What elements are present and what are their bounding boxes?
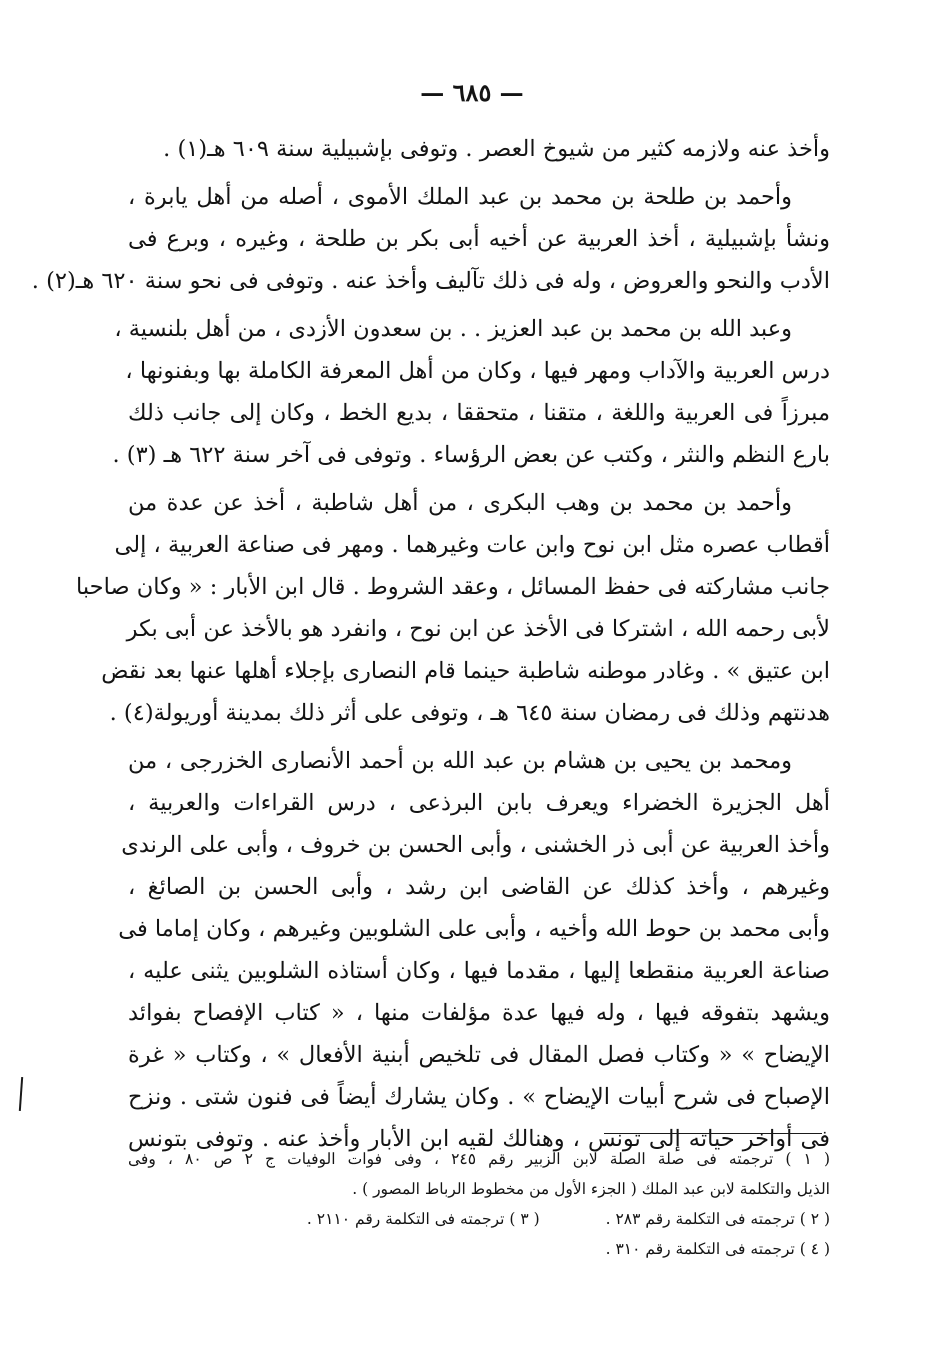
text-line: وعبد الله بن محمد بن عبد العزيز . . بن سعدون الأزدى ، من أهل بلنسية ،	[114, 316, 792, 342]
text-line: ابن عتيق » . وغادر موطنه شاطبة حينما قام النصارى بإجلاء أهلها عنها بعد نقض	[101, 658, 830, 684]
text-line: ويشهد بتفوقه فيها ، وله فيها عدة مؤلفات منها ، « كتاب الإفصاح بفوائد	[128, 1000, 830, 1026]
text-line: وغيرهم ، وأخذ كذلك عن القاضى ابن رشد ، وأبى الحسن بن الصائغ ،	[128, 874, 830, 900]
text-line: وأحمد بن محمد بن وهب البكرى ، من أهل شاطبة ، أخذ عن عدة من	[128, 490, 792, 516]
text-line: لأبى رحمه الله ، اشتركا فى الأخذ عن ابن نوح ، وانفرد هو بالأخذ عن أبى بكر	[126, 616, 830, 642]
footnote-4: ( ٤ ) ترجمته فى التكلمة رقم ٣١٠ .	[605, 1240, 830, 1258]
text-line: الإصباح فى شرح أبيات الإيضاح » . وكان يشارك أيضاً فى فنون شتى . ونزح	[128, 1084, 830, 1110]
paragraph	[76, 482, 830, 734]
paragraph	[31, 176, 830, 302]
text-line: ومحمد بن يحيى بن هشام بن عبد الله بن أحمد الأنصارى الخزرجى ، من	[128, 748, 792, 774]
text-line: صناعة العربية منقطعا إليها ، مقدما فيها ، وكان أستاذه الشلوبين يثنى عليه ،	[128, 958, 830, 984]
paragraph	[128, 128, 830, 170]
text-line: وأبى محمد بن حوط الله وأخيه ، وأبى على الشلوبين وغيرهم ، وكان إماما فى	[118, 916, 830, 942]
footnote-2: ( ٢ ) ترجمته فى التكلمة رقم ٢٨٣ .	[605, 1210, 830, 1228]
text-line: جانب مشاركته فى حفظ المسائل ، وعقد الشروط . قال ابن الأبار : « وكان صاحبا	[76, 574, 830, 600]
text-line: درس العربية والآداب ومهر فيها ، وكان من أهل المعرفة الكاملة بها وبفنونها ،	[125, 358, 830, 384]
page-number: — ٦٨٥ —	[420, 78, 524, 107]
paragraph	[118, 740, 830, 1160]
text-line: بارع النظم والنثر ، وكتب عن بعض الرؤساء . وتوفى فى آخر سنة ٦٢٢ هـ (٣) .	[112, 442, 830, 468]
footnote-3: ( ٣ ) ترجمته فى التكلمة رقم ٢١١٠ .	[306, 1210, 540, 1228]
text-line: أقطاب عصره مثل ابن نوح وابن عات وغيرهما . ومهر فى صناعة العربية ، إلى	[114, 532, 830, 558]
footnote-row	[128, 1204, 830, 1234]
footnote-1: ( ١ ) ترجمته فى صلة الصلة لابن الزبير رقم ٢٤٥ ، وفى فوات الوفيات ج ٢ ص ٨٠ ، وفى	[128, 1150, 831, 1168]
text-line: وأخذ العربية عن أبى ذر الخشنى ، وأبى الحسن بن خروف ، وأبى على الرندى	[121, 832, 830, 858]
text-line: هدنتهم وذلك فى رمضان سنة ٦٤٥ هـ ، وتوفى على أثر ذلك بمدينة أوريولة(٤) .	[109, 700, 830, 726]
main-text	[31, 128, 830, 1160]
text-line: الإيضاح » « وكتاب فصل المقال فى تلخيص أبنية الأفعال » ، وكتاب « غرة	[128, 1042, 830, 1068]
text-line: مبرزاً فى العربية واللغة ، متقنا ، متحققا ، بديع الخط ، وكان إلى جانب ذلك	[128, 400, 830, 426]
text-line: فى أواخر حياته إلى تونس ، وهنالك لقيه ابن الأبار وأخذ عنه . وتوفى بتونس	[128, 1126, 830, 1152]
footnote-divider	[604, 1133, 822, 1134]
text-line: أهل الجزيرة الخضراء ويعرف بابن البرذعى ، درس القراءات والعربية ،	[128, 790, 830, 816]
text-line: الأدب والنحو والعروض ، وله فى ذلك تآليف وأخذ عنه . وتوفى فى نحو سنة ٦٢٠ هـ(٢) .	[31, 268, 830, 294]
text-line: ونشأ بإشبيلية ، أخذ العربية عن أخيه أبى بكر بن طلحة ، وغيره ، وبرع فى	[128, 226, 830, 252]
margin-pencil-mark	[19, 1077, 23, 1111]
text-line: وأخذ عنه ولازمه كثير من شيوخ العصر . وتوفى بإشبيلية سنة ٦٠٩ هـ(١) .	[163, 136, 830, 162]
footnotes	[128, 1144, 830, 1264]
text-line: وأحمد بن طلحة بن محمد بن عبد الملك الأموى ، أصله من أهل يابرة ،	[128, 184, 792, 210]
footnote-1-continued: الذيل والتكلمة لابن عبد الملك ( الجزء الأول من مخطوط الرباط المصور ) .	[352, 1180, 830, 1198]
paragraph	[112, 308, 830, 476]
